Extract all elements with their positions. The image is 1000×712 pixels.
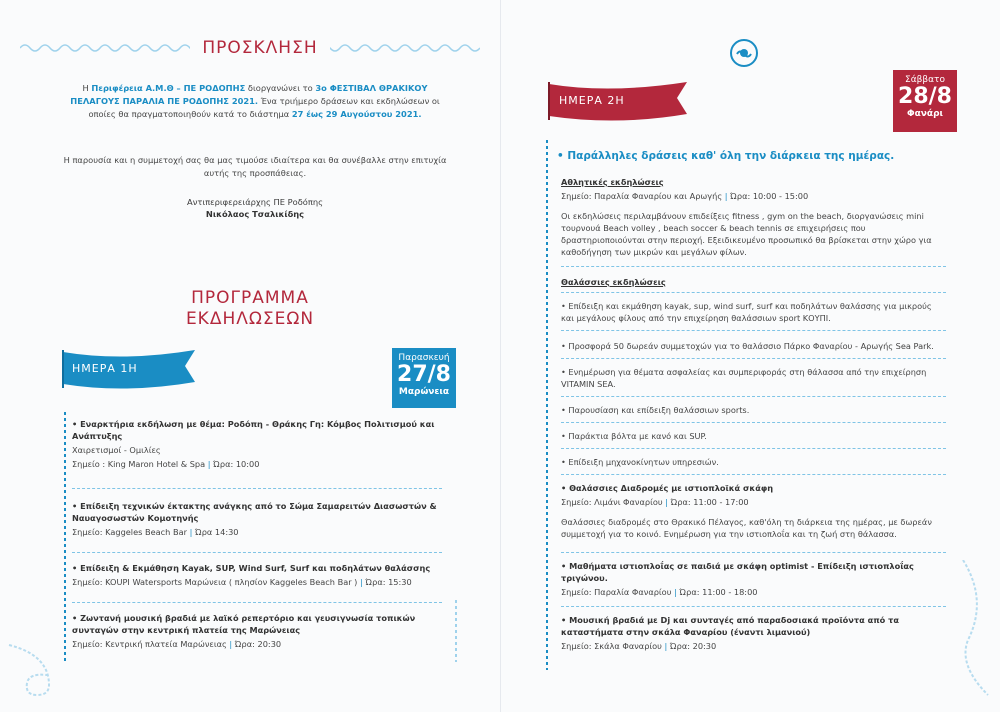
intro-text: διοργανώνει το [245,83,316,93]
sea-title: Θαλάσσιες εκδηλώσεις [561,277,666,287]
sail-section: • Μαθήματα ιστιοπλοΐας σε παιδιά με σκάφη optimist - Επίδειξη ιστιοπλοΐας τριγώνου. Σημείο: Παραλία Φαναρίου | Ώρα: 11:00 - 18:00 [561,560,951,598]
cruise-title: • Θαλάσσιες Διαδρομές με ιστιοπλοϊκά σκάφη [561,483,774,493]
day2-date-box [893,70,957,132]
day1-place: Μαρώνεια [398,387,450,397]
divider [72,552,442,553]
cruise-section: • Θαλάσσιες Διαδρομές με ιστιοπλοϊκά σκάφη Σημείο: Λιμάνι Φαναρίου | Ώρα: 11:00 - 17:00 Θαλάσσιες διαδρομές στο Θρακικό Πέλαγος, καθ'όλη τη διάρκεια της ημέρας, με δωρεάν συμμετοχή για το κοινό. Ενημέρωση για την ιστιοπλοΐα και τη ζωή στη θάλασσα. [561,482,951,540]
intro-festival: 3ο ΦΕΣΤΙΒΑΛ ΘΡΑΚΙΚΟΥ ΠΕΛΑΓΟΥΣ ΠΑΡΑΛΙΑ ΠΕ ΡΟΔΟΠΗΣ 2021. [70,83,428,106]
divider [72,602,442,603]
cruise-time: Ώρα: 11:00 - 17:00 [670,497,749,507]
event-1-place: Σημείο : King Maron Hotel & Spa [72,459,206,469]
intro-text: Η [82,83,92,93]
divider [561,358,946,359]
day1-weekday: Παρασκευή [398,353,450,363]
athletic-section: Αθλητικές εκδηλώσεις Σημείο: Παραλία Φαναρίου και Αρωγής | Ώρα: 10:00 - 15:00 Οι εκδηλώσεις περιλαμβάνουν επιδείξεις fitness , gym on the beach, διοργανώσεις mini τουρνουά Beach volley , beach soccer & beach tennis σε επιχειρήσεις που δραστηριοποιούνται στην περιοχή. Εξειδικευμένο προσωπικό θα βρίσκεται στην χώρο για καθοδήγηση των μικρών και μεγάλων φίλων. [561,176,951,258]
day2-date: 28/8 [898,84,952,109]
event-2-time: Ώρα 14:30 [194,527,239,537]
event-1-time: Ώρα: 10:00 [213,459,260,469]
intro-region: Περιφέρεια Α.Μ.Θ – ΠΕ ΡΟΔΟΠΗΣ [91,83,246,93]
day1-label: ΗΜΕΡΑ 1Η [72,362,138,375]
event-3: • Επίδειξη & Εκμάθηση Kayak, SUP, Wind Surf, Surf και ποδηλάτων θαλάσσης Σημείο: KOUPI Watersports Μαρώνεια ( πλησίον Kaggeles Beach Bar ) | Ώρα: 15:30 [72,562,457,588]
dotted-line-right [455,600,457,662]
sea-item-1: • Επίδειξη και εκμάθηση kayak, sup, wind surf, surf και ποδηλάτων θαλάσσης για μικρούς και μεγάλους φίλους από την επιχείρηση θαλάσσιων sport ΚΟΥΠΙ. [561,301,932,323]
athletic-place: Σημείο: Παραλία Φαναρίου και Αρωγής [561,191,723,201]
athletic-desc: Οι εκδηλώσεις περιλαμβάνουν επιδείξεις fitness , gym on the beach, διοργανώσεις mini τουρνουά Beach volley , beach soccer & beach tennis σε επιχειρήσεις που δραστηριοποιούνται στην περιοχή. Εξειδικευμένο προσωπικό θα βρίσκεται στην χώρο για καθοδήγηση των μικρών και μεγάλων φίλων. [561,211,932,257]
event-2: • Επίδειξη τεχνικών έκτακτης ανάγκης από το Σώμα Σαμαρειτών Διασωστών & Ναυαγοσωστών Κομοτηνής Σημείο: Kaggeles Beach Bar | Ώρα 14:30 [72,500,452,538]
event-1: • Εναρκτήρια εκδήλωση με θέμα: Ροδόπη - Θράκης Γη: Κόμβος Πολιτισμού και Ανάπτυξης Χαιρετισμοί - Ομιλίες Σημείο : King Maron Hotel & Spa | Ώρα: 10:00 [72,418,442,470]
day1-date: 27/8 [397,362,451,387]
festival-logo-icon [729,38,759,68]
rope-decoration-right [953,560,997,700]
event-1-title: • Εναρκτήρια εκδήλωση με θέμα: Ροδόπη - Θράκης Γη: Κόμβος Πολιτισμού και Ανάπτυξης [72,419,435,441]
athletic-time: Ώρα: 10:00 - 15:00 [730,191,809,201]
event-4-time: Ώρα: 20:30 [234,639,282,649]
intro-paragraph-2: Η παρουσία και η συμμετοχή σας θα μας τιμούσε ιδιαίτερα και θα συνέβαλλε στην επιτυχία αυτής της προσπάθειας. [63,155,447,178]
dotted-line [546,140,548,670]
sail-time: Ώρα: 11:00 - 18:00 [679,587,758,597]
signature-name: Νικόλαος Τσαλικίδης [205,209,305,219]
sea-section [561,276,951,288]
event-4-place: Σημείο: Κεντρική πλατεία Μαρώνειας [72,639,227,649]
sea-item-6: • Επίδειξη μηχανοκίνητων υπηρεσιών. [561,457,719,467]
program-title-line1: ΠΡΟΓΡΑΜΜΑ [191,288,309,308]
intro-text: Ένα τριήμερο δράσεων και εκδηλώσεων οι οποίες θα πραγματοποιηθούν κατά το διάστημα [88,96,440,119]
divider [561,330,946,331]
dotted-line [64,412,66,662]
event-2-place: Σημείο: Kaggeles Beach Bar [72,527,187,537]
day1-date-box [392,348,456,408]
program-title-line2: ΕΚΔΗΛΩΣΕΩΝ [185,309,315,329]
invite-title: ΠΡΟΣΚΛΗΣΗ [190,38,330,58]
music-place: Σημείο: Σκάλα Φαναρίου [561,641,662,651]
divider [561,422,946,423]
signature-role: Αντιπεριφερειάρχης ΠΕ Ροδόπης [187,197,323,207]
music-title: • Μουσική βραδιά με Dj και συνταγές από παραδοσιακά προϊόντα από τα καταστήματα στην σκάλα Φαναρίου (έναντι λιμανιού) [561,615,900,637]
program-title [150,288,350,330]
sail-title: • Μαθήματα ιστιοπλοΐας σε παιδιά με σκάφη optimist - Επίδειξη ιστιοπλοΐας τριγώνου. [561,561,914,583]
sea-item-2: • Προσφορά 50 δωρεάν συμμετοχών για το θαλάσσιο Πάρκο Φαναρίου - Αρωγής Sea Park. [561,341,934,351]
day2-weekday: Σάββατο [905,75,945,85]
cruise-desc: Θαλάσσιες διαδρομές στο Θρακικό Πέλαγος, καθ'όλη τη διάρκεια της ημέρας, με δωρεάν συμμετοχή για το κοινό. Ενημέρωση για την ιστιοπλοΐα και τη ζωή στη θάλασσα. [561,517,932,539]
day2-place: Φανάρι [906,109,944,119]
sea-item-4: • Παρουσίαση και επίδειξη θαλάσσιων sports. [561,405,750,415]
music-section: • Μουσική βραδιά με Dj και συνταγές από παραδοσιακά προϊόντα από τα καταστήματα στην σκάλα Φαναρίου (έναντι λιμανιού) Σημείο: Σκάλα Φαναρίου | Ώρα: 20:30 [561,614,951,652]
event-4: • Ζωντανή μουσική βραδιά με λαϊκό ρεπερτόριο και γευσιγνωσία τοπικών συνταγών στην κεντρική πλατεία της Μαρώνειας Σημείο: Κεντρική πλατεία Μαρώνειας | Ώρα: 20:30 [72,612,442,650]
signature [62,196,448,220]
event-3-time: Ώρα: 15:30 [365,577,412,587]
sea-item-3: • Ενημέρωση για θέματα ασφαλείας και συμπεριφοράς στη θάλασσα από την επιχείρηση VITAMIN SEA. [561,367,927,389]
parallel-heading: • Παράλληλες δράσεις καθ' όλη την διάρκεια της ημέρας. [557,150,895,162]
divider [72,488,442,489]
right-page [500,0,1000,712]
intro-paragraph [62,82,448,121]
intro-dates: 27 έως 29 Αυγούστου 2021. [291,109,422,119]
sail-place: Σημείο: Παραλία Φαναρίου [561,587,672,597]
event-1-extra: Χαιρετισμοί - Ομιλίες [72,445,161,455]
cruise-place: Σημείο: Λιμάνι Φαναρίου [561,497,663,507]
divider [561,396,946,397]
event-3-title: • Επίδειξη & Εκμάθηση Kayak, SUP, Wind Surf, Surf και ποδηλάτων θαλάσσης [72,563,431,573]
rope-decoration [4,640,64,700]
music-time: Ώρα: 20:30 [669,641,717,651]
divider [561,606,946,607]
event-3-place: Σημείο: KOUPI Watersports Μαρώνεια ( πλησίον Kaggeles Beach Bar ) [72,577,358,587]
day2-label: ΗΜΕΡΑ 2Η [559,94,625,107]
divider [561,552,946,553]
divider [561,474,946,475]
event-4-title: • Ζωντανή μουσική βραδιά με λαϊκό ρεπερτόριο και γευσιγνωσία τοπικών συνταγών στην κεντρική πλατεία της Μαρώνειας [72,613,416,635]
divider [561,266,946,267]
athletic-title: Αθλητικές εκδηλώσεις [561,177,664,187]
divider [561,292,946,293]
event-2-title: • Επίδειξη τεχνικών έκτακτης ανάγκης από το Σώμα Σαμαρειτών Διασωστών & Ναυαγοσωστών Κομοτηνής [72,501,437,523]
sea-item-5: • Παράκτια βόλτα με κανό και SUP. [561,431,707,441]
divider [561,448,946,449]
